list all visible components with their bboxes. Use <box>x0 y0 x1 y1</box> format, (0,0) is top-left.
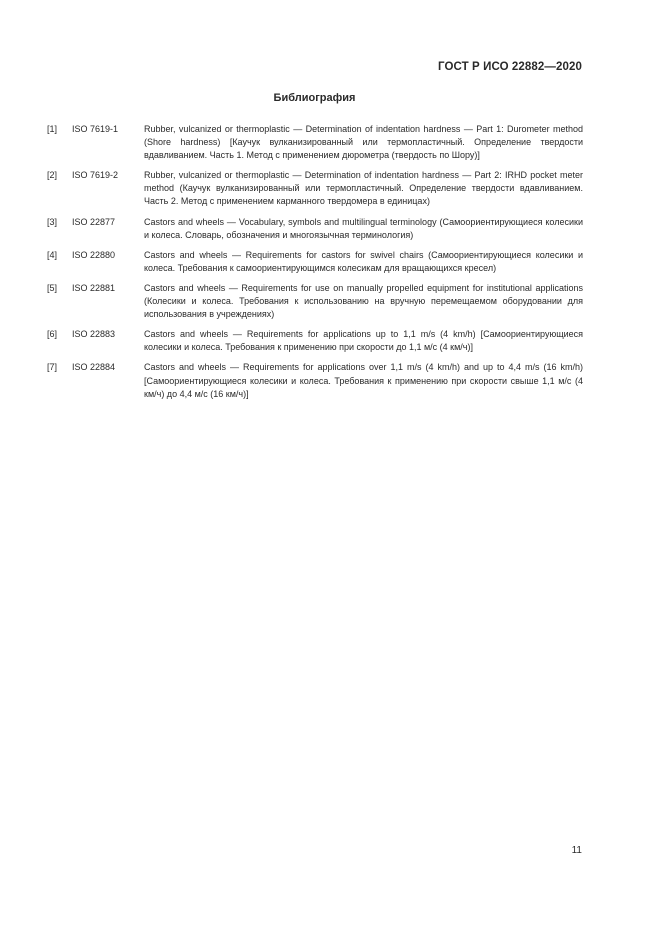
bibliography-entry <box>47 328 583 354</box>
entry-standard-code: ISO 7619-1 <box>72 124 119 134</box>
entry-text: Castors and wheels — Vocabulary, symbols and multilingual terminology (Самоориентирующиеся колесики и колеса. Словарь, обозначения и многоязычная терминология) <box>144 216 583 240</box>
entry-text: Castors and wheels — Requirements for applications over 1,1 m/s (4 km/h) and up to 4,4 m/s (16 km/h) [Самоориентирующиеся колесики и колеса. Требования к применению при скорости свыше 1,1 м/с (4 км/ч) до 4,4 м/с (16 км/ч)] <box>144 362 583 399</box>
entry-number: [2] <box>47 170 58 181</box>
bibliography-list <box>47 123 583 408</box>
entry-standard-code: ISO 22880 <box>72 249 116 260</box>
bibliography-entry <box>47 282 583 321</box>
entry-standard-code: ISO 7619-2 <box>72 170 119 181</box>
entry-text: Rubber, vulcanized or thermoplastic — Determination of indentation hardness — Part 1: Durometer method (Shore hardness) [Каучук вулканизированный или термопластичный. Определение твердости вдавливанием. Часть 1. Метод с применением дюрометра (твердость по Шору)] <box>144 124 583 161</box>
bibliography-entry <box>47 249 583 275</box>
page-number: 11 <box>571 845 582 856</box>
entry-standard-code: ISO 22881 <box>72 282 116 293</box>
standard-code-header: ГОСТ Р ИСО 22882—2020 <box>437 61 582 73</box>
entry-number: [1] <box>47 124 58 134</box>
bibliography-entry <box>47 169 583 208</box>
bibliography-entry <box>47 216 583 242</box>
entry-text: Castors and wheels — Requirements for castors for swivel chairs (Самоориентирующиеся колесики и колеса. Требования к самоориентирующимся колесикам для вращающихся кресел) <box>144 249 583 273</box>
entry-text: Castors and wheels — Requirements for use on manually propelled equipment for institutional applications (Колесики и колеса. Требования к использованию на вручную перемещаемом оборудовании для использования в учреждениях) <box>144 282 583 320</box>
entry-number: [7] <box>47 362 58 373</box>
entry-standard-code: ISO 22884 <box>72 362 116 373</box>
entry-standard-code: ISO 22877 <box>72 216 116 227</box>
entry-text: Castors and wheels — Requirements for applications up to 1,1 m/s (4 km/h) [Самоориентирующиеся колесики и колеса. Требования к применению при скорости до 1,1 м/с (4 км/ч)] <box>144 329 583 353</box>
entry-number: [4] <box>47 249 58 260</box>
bibliography-entry <box>47 123 583 162</box>
page-title: Библиография <box>273 92 356 104</box>
entry-standard-code: ISO 22883 <box>72 329 116 340</box>
entry-text: Rubber, vulcanized or thermoplastic — Determination of indentation hardness — Part 2: IRHD pocket meter method (Каучук вулканизированный или термопластичный. Определение твердости вдавливанием. Часть 2. Метод с применением карманного твердомера в единицах) <box>144 170 583 207</box>
entry-number: [5] <box>47 282 58 293</box>
bibliography-entry <box>47 361 583 400</box>
entry-number: [3] <box>47 216 58 227</box>
entry-number: [6] <box>47 329 58 340</box>
